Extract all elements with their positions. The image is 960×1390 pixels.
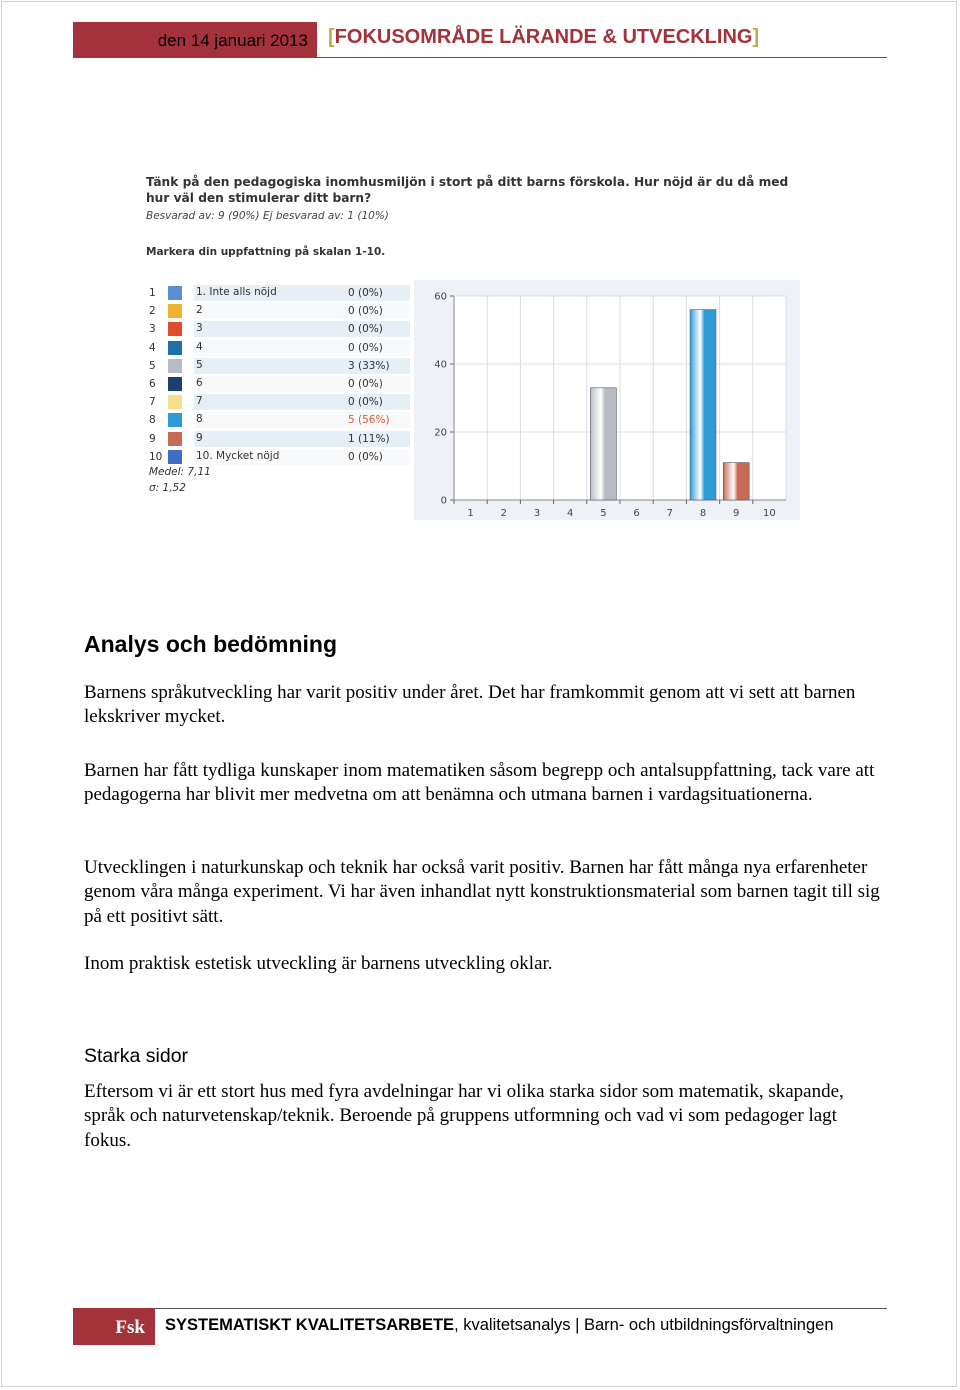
x-tick-label: 2 xyxy=(500,508,507,519)
legend-number: 6 xyxy=(149,378,156,390)
x-tick-label: 6 xyxy=(633,508,640,519)
footer-logo: Fsk xyxy=(73,1308,155,1345)
legend-value: 0 (0%) xyxy=(348,378,383,390)
legend-swatch xyxy=(168,341,182,355)
bar-8 xyxy=(690,310,716,500)
bar-chart xyxy=(414,280,800,520)
chart-area xyxy=(414,280,800,520)
survey-figure xyxy=(146,174,806,524)
survey-sigma: σ: 1,52 xyxy=(149,482,186,494)
legend-swatch xyxy=(168,395,182,409)
bar-9 xyxy=(723,463,749,500)
legend-label: 4 xyxy=(196,340,203,353)
footer-text-rest: , kvalitetsanalys | Barn- och utbildningsförvaltningen xyxy=(454,1316,834,1334)
legend-swatch xyxy=(168,286,182,300)
y-tick-label: 20 xyxy=(434,427,447,439)
legend-swatch xyxy=(168,450,182,464)
legend-number: 8 xyxy=(149,414,156,427)
legend-row xyxy=(146,320,411,338)
paragraph-3: Utvecklingen i naturkunskap och teknik har också varit positiv. Barnen har fått många nya erfarenheter genom våra många experiment. Vi har även inhandlat nytt konstruktionsmaterial som barnen tagit till sig på ett positivt sätt. xyxy=(84,857,880,927)
legend-row xyxy=(146,411,411,429)
legend-value: 0 (0%) xyxy=(348,305,383,318)
legend-row xyxy=(146,302,411,320)
legend-number: 9 xyxy=(149,432,156,445)
section-heading-analys: Analys och bedömning xyxy=(84,631,338,657)
footer-text xyxy=(165,1316,834,1335)
x-tick-label: 1 xyxy=(467,508,474,519)
legend-number: 2 xyxy=(149,305,156,318)
legend-row xyxy=(146,375,411,393)
legend-row xyxy=(146,448,411,466)
legend-number: 3 xyxy=(149,323,156,336)
legend-label: 5 xyxy=(196,358,203,371)
header-bracket-close: ] xyxy=(752,26,760,48)
x-tick-label: 10 xyxy=(763,508,776,519)
bar-5 xyxy=(590,388,616,500)
y-tick-label: 60 xyxy=(434,291,447,303)
legend-row xyxy=(146,357,411,375)
paragraph-5: Eftersom vi är ett stort hus med fyra avdelningar har vi olika starka sidor som matematik, skapande, språk och naturvetenskap/teknik. Beroende på gruppens utformning och vad vi som pedagoger lagt fokus. xyxy=(84,1081,844,1151)
legend-label: 1. Inte alls nöjd xyxy=(196,286,277,298)
x-tick-label: 3 xyxy=(533,508,541,519)
legend-number: 4 xyxy=(149,341,156,354)
legend-value: 1 (11%) xyxy=(348,432,390,445)
paragraph-2: Barnen har fått tydliga kunskaper inom matematiken såsom begrepp och antalsuppfattning, tack vare att pedagogerna har blivit mer medvetna om att benämna och utmana barnen i vardagsituationerna. xyxy=(84,760,875,806)
legend-row xyxy=(146,393,411,411)
y-tick-label: 40 xyxy=(434,359,447,371)
survey-mean: Medel: 7,11 xyxy=(149,466,211,478)
legend-value: 0 (0%) xyxy=(348,396,383,409)
legend-row xyxy=(146,430,411,448)
y-tick-label: 0 xyxy=(440,495,447,507)
legend-swatch xyxy=(168,304,182,318)
legend-label: 3 xyxy=(196,322,203,335)
legend-number: 7 xyxy=(149,396,156,409)
legend-swatch xyxy=(168,413,182,427)
legend-value: 3 (33%) xyxy=(348,359,390,372)
header-date: den 14 januari 2013 xyxy=(73,22,317,57)
legend-swatch xyxy=(168,377,182,391)
paragraph-1: Barnens språkutveckling har varit positiv under året. Det har framkommit genom att vi sett att barnen lekskriver mycket. xyxy=(84,682,856,728)
survey-question: Tänk på den pedagogiska inomhusmiljön i stort på ditt barns förskola. Hur nöjd är du då med hur väl den stimulerar ditt barn? xyxy=(146,175,789,205)
x-tick-label: 5 xyxy=(600,508,607,519)
legend-swatch xyxy=(168,359,182,373)
x-tick-label: 4 xyxy=(567,508,574,519)
header-title xyxy=(328,26,759,49)
legend-label: 9 xyxy=(196,431,203,444)
legend-value: 5 (56%) xyxy=(348,414,390,427)
legend-value: 0 (0%) xyxy=(348,323,383,336)
paragraph-4: Inom praktisk estetisk utveckling är barnens utveckling oklar. xyxy=(84,953,553,974)
x-tick-label: 9 xyxy=(733,508,740,519)
legend-value: 0 (0%) xyxy=(348,287,383,299)
legend-label: 6 xyxy=(196,377,203,389)
x-tick-label: 7 xyxy=(666,508,673,519)
footer-rule xyxy=(73,1308,887,1309)
survey-instruction: Markera din uppfattning på skalan 1-10. xyxy=(146,246,386,258)
legend-label: 2 xyxy=(196,304,203,317)
section-heading-starka: Starka sidor xyxy=(84,1045,189,1067)
legend-row xyxy=(146,284,411,302)
header-rule xyxy=(73,57,887,58)
legend-label: 7 xyxy=(196,395,203,408)
legend-number: 5 xyxy=(149,359,156,372)
header-title-text: FOKUSOMRÅDE LÄRANDE & UTVECKLING xyxy=(334,26,753,48)
legend-label: 8 xyxy=(196,413,203,426)
legend-number: 10 xyxy=(149,450,163,463)
legend-value: 0 (0%) xyxy=(348,450,383,463)
legend-swatch xyxy=(168,432,182,446)
header-bracket-open: [ xyxy=(328,26,335,48)
legend-value: 0 (0%) xyxy=(348,341,383,354)
survey-answered: Besvarad av: 9 (90%) Ej besvarad av: 1 (10%) xyxy=(146,210,389,222)
legend-swatch xyxy=(168,322,182,336)
x-tick-label: 8 xyxy=(699,508,707,519)
legend-row xyxy=(146,339,411,357)
legend-label: 10. Mycket nöjd xyxy=(196,449,280,462)
legend-number: 1 xyxy=(149,287,156,299)
footer-text-bold: SYSTEMATISKT KVALITETSARBETE xyxy=(165,1316,455,1334)
